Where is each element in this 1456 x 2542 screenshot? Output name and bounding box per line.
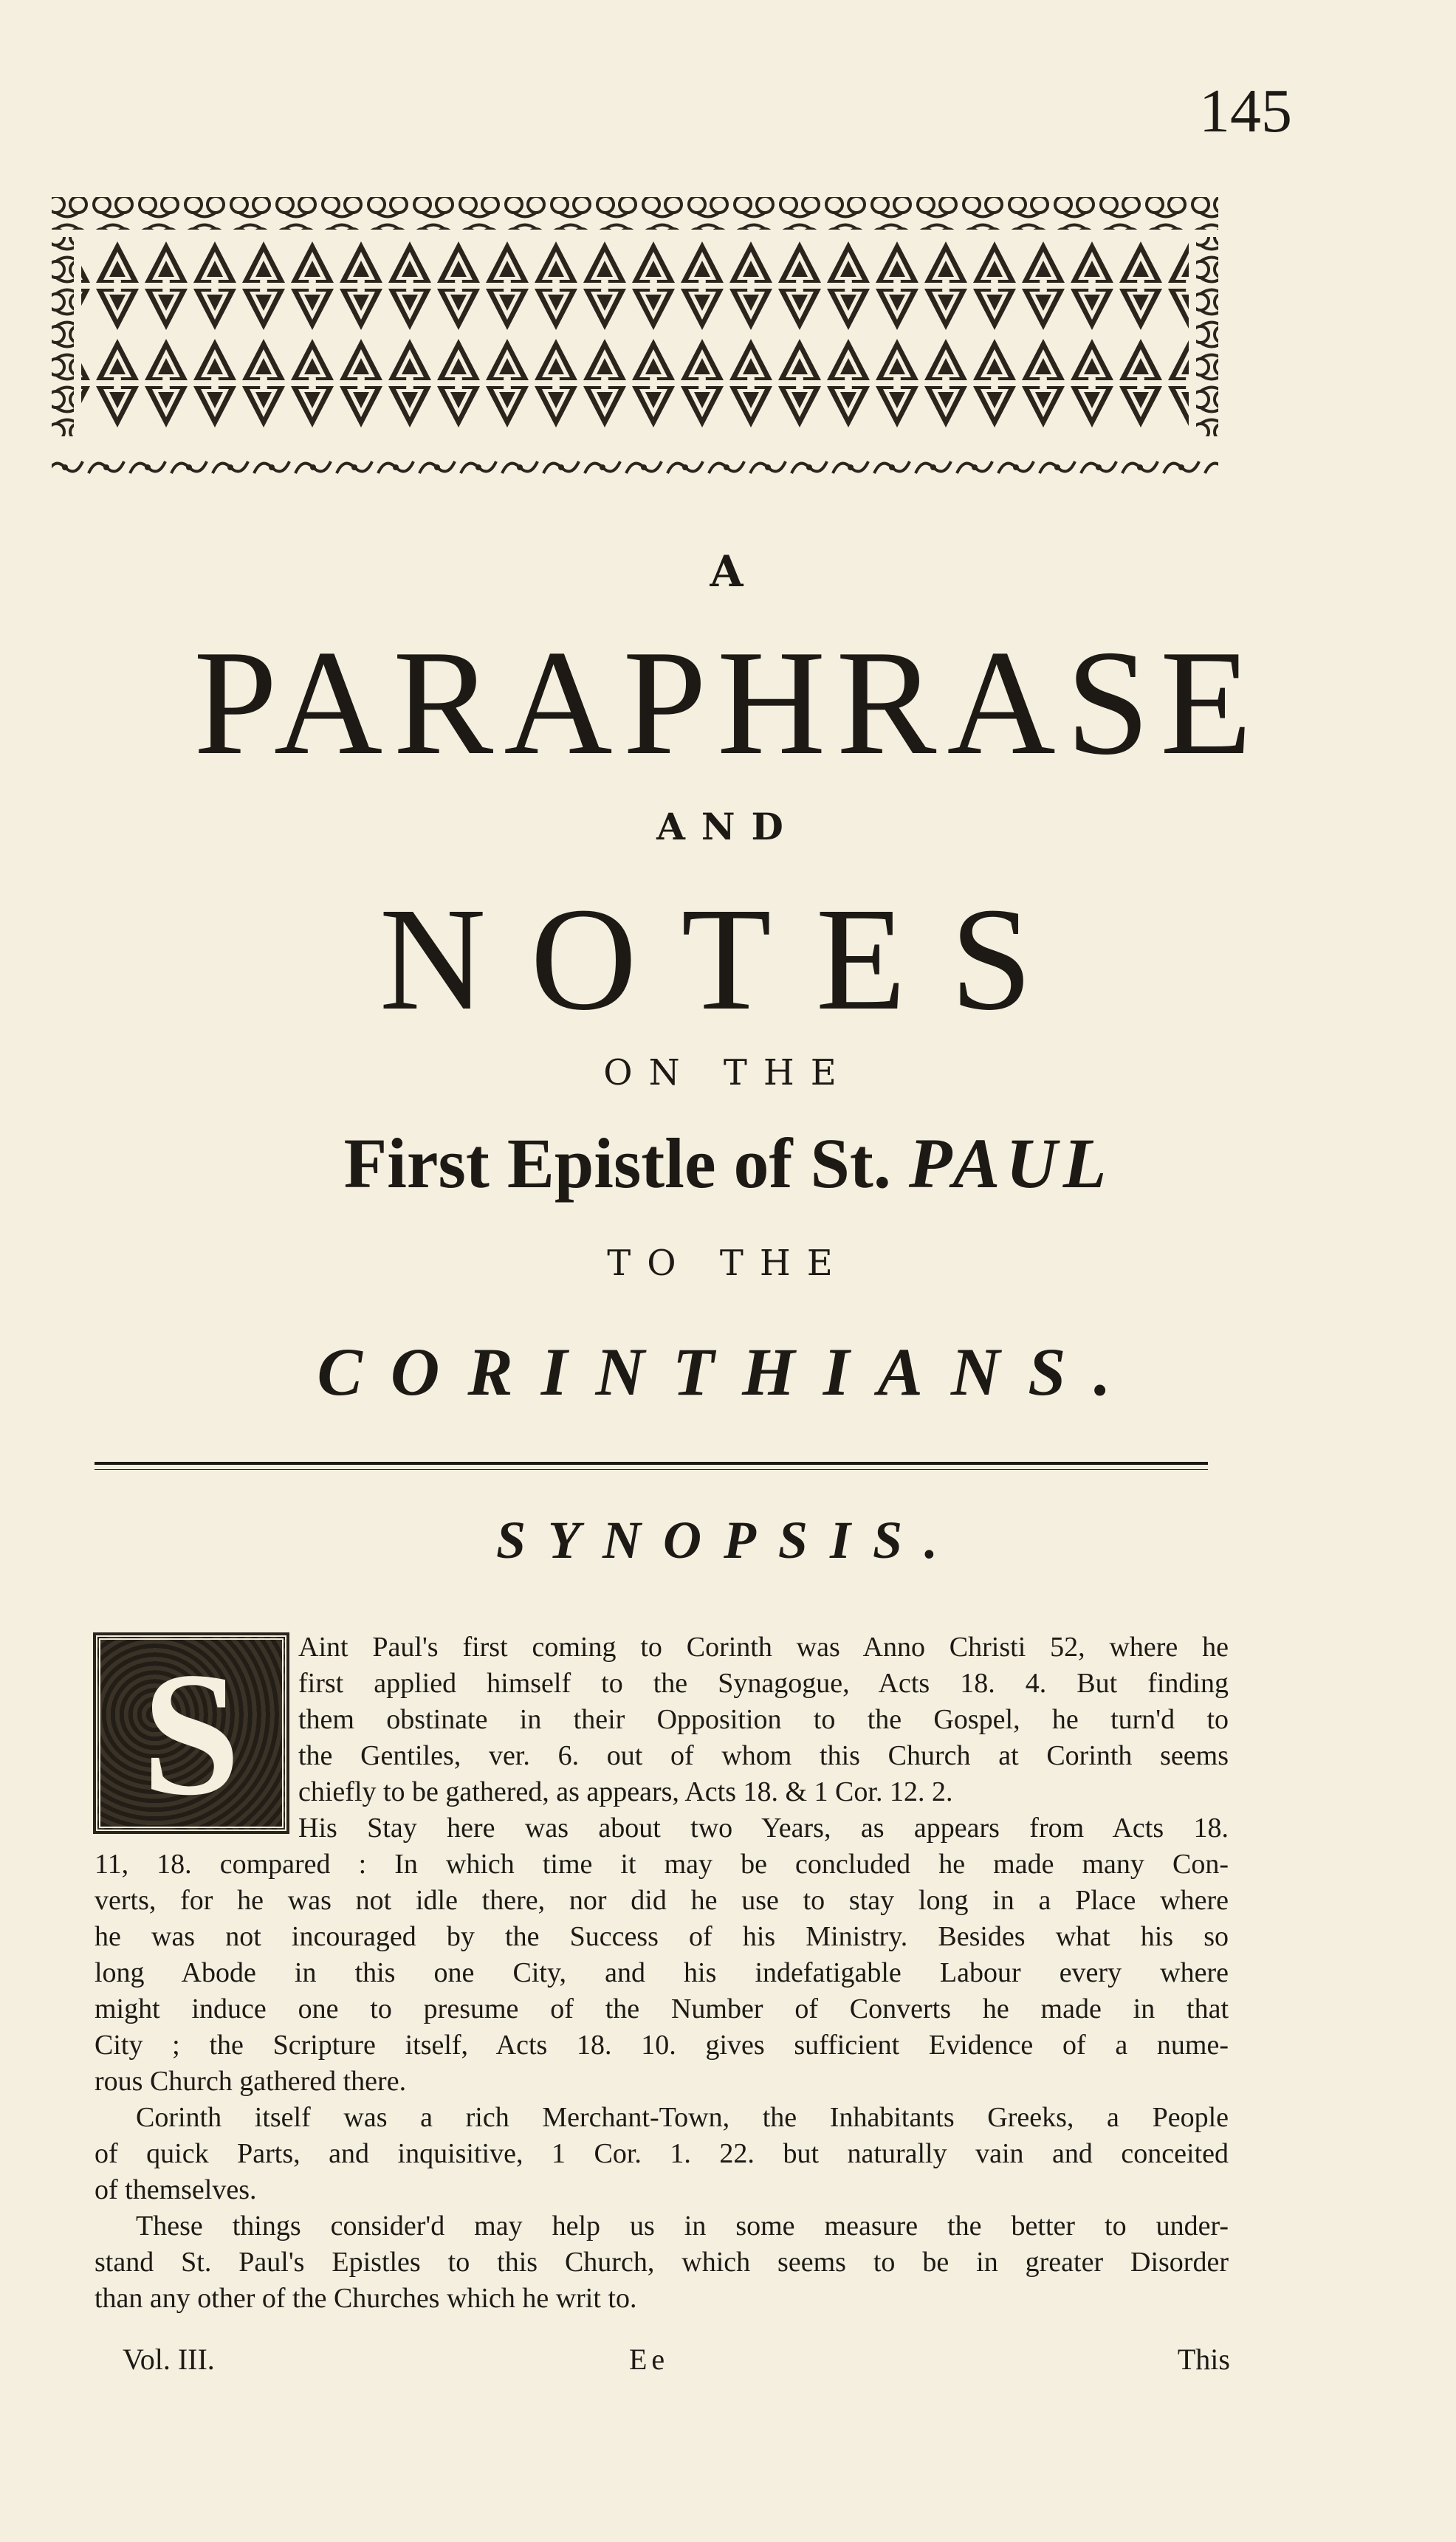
text-line: His Stay here was about two Years, as appears from Acts 18. [298,1813,1229,1844]
footer-volume: Vol. III. [123,2343,215,2376]
text-line: stand St. Paul's Epistles to this Church, which seems to be in greater Disorder [95,2247,1229,2278]
title-on-the: ON THE [603,1052,853,1093]
text-line: the Gentiles, ver. 6. out of whom this Church at Corinth seems [298,1740,1229,1771]
text-line: 11, 18. compared : In which time it may be concluded he made many Con- [95,1849,1229,1880]
page-number: 145 [1199,77,1292,145]
text-line: of themselves. [95,2174,257,2205]
text-line: Corinth itself was a rich Merchant-Town, the Inhabitants Greeks, a People [136,2102,1229,2133]
text-line: These things consider'd may help us in some measure the better to under- [136,2210,1229,2242]
text-line: might induce one to presume of the Number of Converts he made in that [95,1993,1229,2024]
text-line: verts, for he was not idle there, nor did he use to stay long in a Place where [95,1885,1229,1916]
section-divider [95,1462,1208,1465]
text-line: he was not incouraged by the Success of his Ministry. Besides what his so [95,1921,1229,1952]
section-divider-thin [95,1469,1208,1470]
text-line: Aint Paul's first coming to Corinth was Anno Christi 52, where he [298,1632,1229,1663]
text-line: chiefly to be gathered, as appears, Acts 18. & 1 Cor. 12. 2. [298,1776,953,1807]
footer-catchword: This [1177,2343,1230,2376]
title-to-the: TO THE [607,1243,849,1284]
title-epistle-name: PAUL [908,1124,1113,1203]
synopsis-body [95,1810,1229,2317]
synopsis-paragraph-1 [298,1629,1229,1810]
text-line: than any other of the Churches which he writ to. [95,2283,637,2314]
text-line: rous Church gathered there. [95,2066,407,2097]
title-and: AND [656,805,800,848]
footer-signature-mark: Ee [629,2343,670,2376]
title-epistle-prefix: First Epistle of St. [343,1124,891,1203]
title-epistle [0,1122,1456,1204]
dropcap-initial: S [96,1635,286,1831]
text-line: them obstinate in their Opposition to the Gospel, he turn'd to [298,1704,1229,1735]
text-line: first applied himself to the Synagogue, Acts 18. 4. But finding [298,1668,1229,1699]
title-recipients: CORINTHIANS. [317,1334,1139,1409]
title-notes: NOTES [379,878,1077,1041]
title-article: A [710,546,746,597]
title-paraphrase: PARAPHRASE [193,619,1263,786]
text-line: of quick Parts, and inquisitive, 1 Cor. 1. 22. but naturally vain and conceited [95,2138,1229,2169]
headpiece-ornament-icon [44,188,1226,498]
synopsis-heading: SYNOPSIS. [495,1511,961,1570]
text-line: City ; the Scripture itself, Acts 18. 10. gives sufficient Evidence of a nume- [95,2030,1229,2061]
text-line: long Abode in this one City, and his indefatigable Labour every where [95,1957,1229,1988]
